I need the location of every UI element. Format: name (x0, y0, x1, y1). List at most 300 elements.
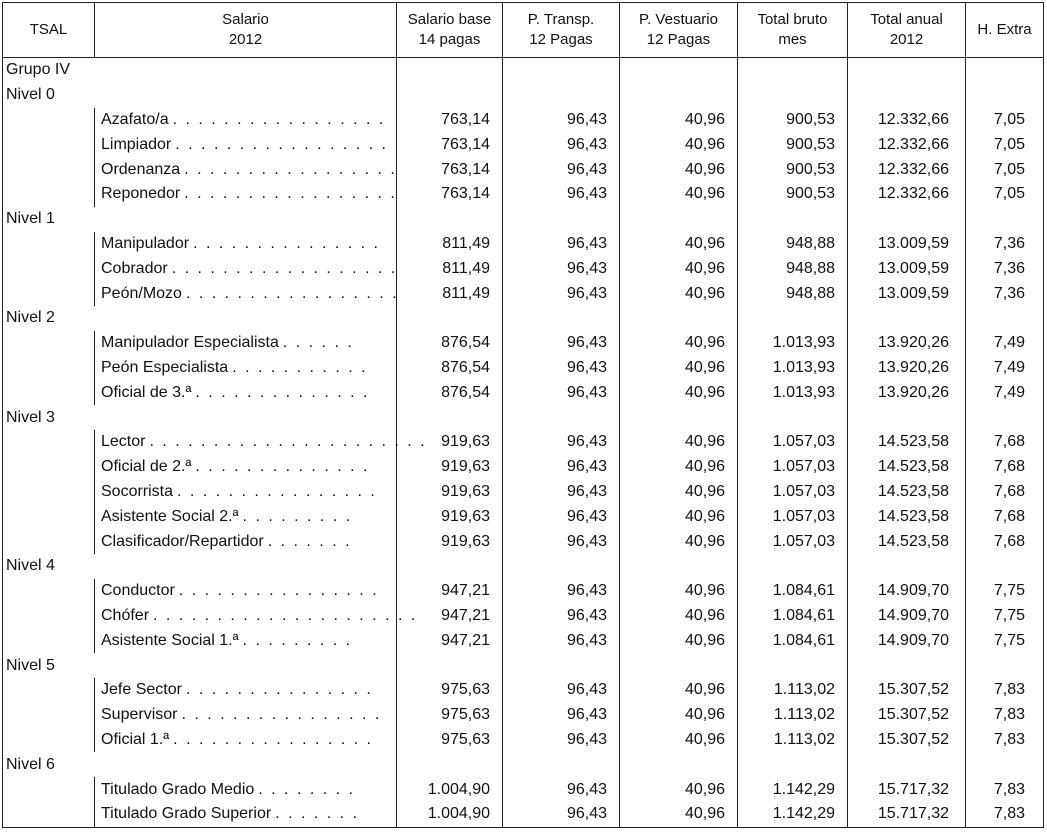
job-title: Lector (101, 433, 149, 450)
empty-cell (397, 752, 503, 777)
group-label: Grupo IV (3, 58, 95, 83)
table-row (3, 232, 1044, 257)
value-extra: 7,68 (966, 504, 1044, 529)
dot-leader: . . . . . . . . . . . . . . . . . (184, 160, 397, 178)
dot-leader: . . . . . . . . . . . . . . . . . . (171, 259, 398, 277)
value-bruto: 900,53 (738, 157, 848, 182)
empty-cell (848, 405, 966, 430)
value-base: 811,49 (397, 281, 503, 306)
job-title-cell (95, 380, 397, 405)
value-extra: 7,83 (966, 703, 1044, 728)
table-row (3, 281, 1044, 306)
value-anual: 13.009,59 (848, 232, 966, 257)
header-horas-extra: H. Extra (966, 3, 1044, 58)
value-anual: 14.523,58 (848, 480, 966, 505)
value-transp: 96,43 (503, 628, 620, 653)
job-title: Ordenanza (101, 161, 184, 178)
job-title: Socorrista (101, 483, 177, 500)
empty-cell (738, 653, 848, 678)
value-anual: 14.909,70 (848, 604, 966, 629)
value-vest: 40,96 (620, 356, 738, 381)
dot-leader: . . . . . . . . . . . . . . . . (177, 482, 377, 500)
empty-cell (738, 207, 848, 232)
job-title: Supervisor (101, 706, 181, 723)
group-row (3, 207, 1044, 232)
value-base: 763,14 (397, 157, 503, 182)
value-anual: 15.307,52 (848, 728, 966, 753)
value-vest: 40,96 (620, 132, 738, 157)
group-row (3, 554, 1044, 579)
dot-leader: . . . . . . . (267, 532, 352, 550)
value-anual: 12.332,66 (848, 108, 966, 133)
value-base: 811,49 (397, 256, 503, 281)
value-anual: 14.523,58 (848, 455, 966, 480)
job-title: Azafato/a (101, 111, 173, 128)
header-total-anual: Total anual 2012 (848, 3, 966, 58)
value-transp: 96,43 (503, 331, 620, 356)
value-extra: 7,05 (966, 132, 1044, 157)
value-base: 763,14 (397, 108, 503, 133)
value-extra: 7,05 (966, 157, 1044, 182)
value-vest: 40,96 (620, 604, 738, 629)
value-transp: 96,43 (503, 281, 620, 306)
value-transp: 96,43 (503, 802, 620, 827)
value-transp: 96,43 (503, 380, 620, 405)
empty-cell (95, 83, 397, 108)
salary-table (2, 2, 1044, 828)
header-tsal: TSAL (3, 3, 95, 58)
job-title-cell (95, 579, 397, 604)
value-extra: 7,68 (966, 480, 1044, 505)
tsal-cell (3, 455, 95, 480)
empty-cell (503, 653, 620, 678)
empty-cell (620, 554, 738, 579)
value-anual: 14.909,70 (848, 628, 966, 653)
value-extra: 7,05 (966, 182, 1044, 207)
empty-cell (848, 83, 966, 108)
group-row (3, 752, 1044, 777)
value-bruto: 1.057,03 (738, 480, 848, 505)
value-bruto: 1.084,61 (738, 604, 848, 629)
value-base: 975,63 (397, 728, 503, 753)
empty-cell (95, 752, 397, 777)
tsal-cell (3, 678, 95, 703)
empty-cell (95, 554, 397, 579)
value-bruto: 1.057,03 (738, 430, 848, 455)
value-extra: 7,36 (966, 232, 1044, 257)
value-bruto: 1.057,03 (738, 455, 848, 480)
job-title-cell (95, 182, 397, 207)
value-vest: 40,96 (620, 157, 738, 182)
value-bruto: 1.084,61 (738, 628, 848, 653)
job-title: Chófer (101, 607, 153, 624)
value-anual: 14.523,58 (848, 504, 966, 529)
value-base: 919,63 (397, 455, 503, 480)
value-base: 876,54 (397, 331, 503, 356)
job-title: Oficial 1.ª (101, 731, 173, 748)
table-body (3, 58, 1044, 828)
value-anual: 14.523,58 (848, 529, 966, 554)
empty-cell (503, 58, 620, 83)
value-bruto: 900,53 (738, 132, 848, 157)
value-vest: 40,96 (620, 281, 738, 306)
empty-cell (966, 58, 1044, 83)
dot-leader: . . . . . . . . . (242, 631, 353, 649)
value-transp: 96,43 (503, 232, 620, 257)
empty-cell (848, 306, 966, 331)
value-base: 975,63 (397, 678, 503, 703)
tsal-cell (3, 232, 95, 257)
header-salario-base: Salario base 14 pagas (397, 3, 503, 58)
job-title-cell (95, 678, 397, 703)
empty-cell (397, 554, 503, 579)
tsal-cell (3, 579, 95, 604)
empty-cell (95, 306, 397, 331)
value-anual: 12.332,66 (848, 132, 966, 157)
table-row (3, 108, 1044, 133)
value-vest: 40,96 (620, 802, 738, 827)
job-title: Jefe Sector (101, 681, 186, 698)
value-base: 1.004,90 (397, 777, 503, 802)
group-label: Nivel 2 (3, 306, 95, 331)
empty-cell (966, 306, 1044, 331)
value-bruto: 900,53 (738, 108, 848, 133)
dot-leader: . . . . . . . . . . . . . . (195, 458, 370, 476)
job-title-cell (95, 157, 397, 182)
empty-cell (738, 752, 848, 777)
empty-cell (95, 653, 397, 678)
value-vest: 40,96 (620, 108, 738, 133)
empty-cell (620, 752, 738, 777)
value-transp: 96,43 (503, 356, 620, 381)
job-title-cell (95, 628, 397, 653)
tsal-cell (3, 802, 95, 827)
header-plus-vestuario: P. Vestuario 12 Pagas (620, 3, 738, 58)
job-title-cell (95, 703, 397, 728)
group-label: Nivel 5 (3, 653, 95, 678)
value-extra: 7,49 (966, 380, 1044, 405)
job-title-cell (95, 728, 397, 753)
value-base: 763,14 (397, 132, 503, 157)
table-row (3, 380, 1044, 405)
table-row (3, 157, 1044, 182)
empty-cell (738, 554, 848, 579)
job-title: Asistente Social 1.ª (101, 632, 243, 649)
job-title-cell (95, 529, 397, 554)
value-transp: 96,43 (503, 678, 620, 703)
table-row (3, 430, 1044, 455)
empty-cell (848, 207, 966, 232)
value-bruto: 1.057,03 (738, 529, 848, 554)
value-anual: 14.909,70 (848, 579, 966, 604)
empty-cell (503, 207, 620, 232)
empty-cell (503, 752, 620, 777)
value-bruto: 1.142,29 (738, 777, 848, 802)
job-title: Conductor (101, 582, 179, 599)
value-vest: 40,96 (620, 380, 738, 405)
value-vest: 40,96 (620, 529, 738, 554)
table-header (3, 3, 1044, 58)
value-bruto: 1.142,29 (738, 802, 848, 827)
empty-cell (397, 306, 503, 331)
tsal-cell (3, 380, 95, 405)
job-title-cell (95, 480, 397, 505)
table-row (3, 728, 1044, 753)
group-label: Nivel 6 (3, 752, 95, 777)
job-title: Cobrador (101, 260, 172, 277)
group-row (3, 653, 1044, 678)
value-bruto: 1.084,61 (738, 579, 848, 604)
group-row (3, 306, 1044, 331)
value-vest: 40,96 (620, 504, 738, 529)
tsal-cell (3, 132, 95, 157)
table-row (3, 455, 1044, 480)
dot-leader: . . . . . . . . . . . . . . . . (173, 730, 373, 748)
empty-cell (848, 752, 966, 777)
value-bruto: 1.113,02 (738, 728, 848, 753)
value-anual: 13.009,59 (848, 256, 966, 281)
empty-cell (503, 554, 620, 579)
tsal-cell (3, 604, 95, 629)
job-title-cell (95, 777, 397, 802)
value-vest: 40,96 (620, 703, 738, 728)
job-title-cell (95, 604, 418, 629)
value-extra: 7,36 (966, 281, 1044, 306)
value-extra: 7,75 (966, 604, 1044, 629)
group-row (3, 58, 1044, 83)
tsal-cell (3, 777, 95, 802)
dot-leader: . . . . . . . . . . . . . . . (185, 681, 373, 699)
value-bruto: 1.113,02 (738, 703, 848, 728)
tsal-cell (3, 281, 95, 306)
value-transp: 96,43 (503, 480, 620, 505)
value-vest: 40,96 (620, 777, 738, 802)
value-transp: 96,43 (503, 504, 620, 529)
empty-cell (397, 653, 503, 678)
value-extra: 7,83 (966, 802, 1044, 827)
job-title: Titulado Grado Medio (101, 781, 258, 798)
job-title: Peón/Mozo (101, 285, 186, 302)
empty-cell (95, 405, 397, 430)
dot-leader: . . . . . . . . . . . . . . . . (178, 582, 379, 600)
value-extra: 7,75 (966, 628, 1044, 653)
empty-cell (738, 58, 848, 83)
table-row (3, 480, 1044, 505)
value-transp: 96,43 (503, 455, 620, 480)
value-transp: 96,43 (503, 703, 620, 728)
tsal-cell (3, 157, 95, 182)
group-row (3, 83, 1044, 108)
value-extra: 7,83 (966, 777, 1044, 802)
value-anual: 13.009,59 (848, 281, 966, 306)
value-transp: 96,43 (503, 529, 620, 554)
job-title-cell (95, 108, 397, 133)
header-row (3, 3, 1044, 58)
value-transp: 96,43 (503, 182, 620, 207)
empty-cell (397, 207, 503, 232)
tsal-cell (3, 108, 95, 133)
table-row (3, 331, 1044, 356)
empty-cell (620, 653, 738, 678)
value-bruto: 948,88 (738, 281, 848, 306)
value-vest: 40,96 (620, 331, 738, 356)
value-bruto: 1.057,03 (738, 504, 848, 529)
empty-cell (503, 306, 620, 331)
value-transp: 96,43 (503, 604, 620, 629)
empty-cell (503, 405, 620, 430)
value-anual: 12.332,66 (848, 182, 966, 207)
group-label: Nivel 3 (3, 405, 95, 430)
job-title-cell (95, 331, 397, 356)
empty-cell (503, 83, 620, 108)
value-extra: 7,75 (966, 579, 1044, 604)
value-anual: 13.920,26 (848, 331, 966, 356)
value-transp: 96,43 (503, 108, 620, 133)
tsal-cell (3, 529, 95, 554)
empty-cell (738, 83, 848, 108)
empty-cell (966, 83, 1044, 108)
value-extra: 7,05 (966, 108, 1044, 133)
value-base: 947,21 (397, 604, 503, 629)
value-anual: 15.717,32 (848, 777, 966, 802)
table-row (3, 132, 1044, 157)
job-title-cell (95, 132, 397, 157)
tsal-cell (3, 356, 95, 381)
value-transp: 96,43 (503, 132, 620, 157)
value-anual: 12.332,66 (848, 157, 966, 182)
dot-leader: . . . . . . . . . . . . . . (195, 383, 370, 401)
value-base: 947,21 (397, 579, 503, 604)
job-title: Clasificador/Repartidor (101, 533, 268, 550)
tsal-cell (3, 430, 95, 455)
job-title-cell (95, 356, 397, 381)
value-bruto: 948,88 (738, 232, 848, 257)
job-title: Reponedor (101, 185, 184, 202)
table-row (3, 504, 1044, 529)
job-title-cell (95, 802, 397, 827)
value-base: 919,63 (397, 480, 503, 505)
value-extra: 7,36 (966, 256, 1044, 281)
empty-cell (397, 58, 503, 83)
dot-leader: . . . . . . . . . . . . . . . . . (185, 284, 399, 302)
empty-cell (966, 653, 1044, 678)
value-vest: 40,96 (620, 678, 738, 703)
table-row (3, 802, 1044, 827)
job-title-cell (95, 256, 397, 281)
value-vest: 40,96 (620, 728, 738, 753)
value-extra: 7,68 (966, 430, 1044, 455)
value-anual: 14.523,58 (848, 430, 966, 455)
value-base: 876,54 (397, 356, 503, 381)
value-transp: 96,43 (503, 728, 620, 753)
value-bruto: 1.013,93 (738, 380, 848, 405)
empty-cell (738, 306, 848, 331)
value-vest: 40,96 (620, 579, 738, 604)
value-base: 763,14 (397, 182, 503, 207)
value-bruto: 1.013,93 (738, 331, 848, 356)
empty-cell (848, 58, 966, 83)
tsal-cell (3, 504, 95, 529)
job-title-cell (95, 430, 427, 455)
dot-leader: . . . . . . (282, 334, 354, 352)
header-total-bruto: Total bruto mes (738, 3, 848, 58)
empty-cell (620, 207, 738, 232)
value-bruto: 1.013,93 (738, 356, 848, 381)
table-row (3, 777, 1044, 802)
tsal-cell (3, 256, 95, 281)
value-base: 947,21 (397, 628, 503, 653)
job-title-cell (95, 281, 397, 306)
value-transp: 96,43 (503, 157, 620, 182)
value-base: 919,63 (397, 529, 503, 554)
value-base: 975,63 (397, 703, 503, 728)
job-title: Oficial de 3.ª (101, 384, 195, 401)
value-transp: 96,43 (503, 256, 620, 281)
value-anual: 15.307,52 (848, 703, 966, 728)
empty-cell (620, 306, 738, 331)
empty-cell (620, 58, 738, 83)
job-title-cell (95, 232, 397, 257)
value-extra: 7,83 (966, 678, 1044, 703)
job-title: Asistente Social 2.ª (101, 508, 243, 525)
table-row (3, 604, 1044, 629)
dot-leader: . . . . . . . . . (242, 507, 353, 525)
value-transp: 96,43 (503, 579, 620, 604)
empty-cell (620, 83, 738, 108)
empty-cell (738, 405, 848, 430)
tsal-cell (3, 331, 95, 356)
value-base: 919,63 (397, 504, 503, 529)
table-row (3, 703, 1044, 728)
job-title: Peón Especialista (101, 359, 232, 376)
value-bruto: 900,53 (738, 182, 848, 207)
value-bruto: 948,88 (738, 256, 848, 281)
value-anual: 13.920,26 (848, 356, 966, 381)
dot-leader: . . . . . . . . . . . . . . . . . . . . . . (149, 433, 427, 451)
tsal-cell (3, 182, 95, 207)
job-title: Titulado Grado Superior (101, 805, 275, 822)
header-plus-transporte: P. Transp. 12 Pagas (503, 3, 620, 58)
empty-cell (95, 58, 397, 83)
group-label: Nivel 0 (3, 83, 95, 108)
value-vest: 40,96 (620, 430, 738, 455)
job-title: Manipulador Especialista (101, 334, 283, 351)
dot-leader: . . . . . . . . . . . . . . . (193, 234, 380, 252)
value-extra: 7,49 (966, 331, 1044, 356)
value-vest: 40,96 (620, 480, 738, 505)
tsal-cell (3, 480, 95, 505)
value-bruto: 1.113,02 (738, 678, 848, 703)
empty-cell (966, 207, 1044, 232)
job-title-cell (95, 455, 397, 480)
dot-leader: . . . . . . . . . . . . . . . . . (172, 110, 386, 128)
value-anual: 13.920,26 (848, 380, 966, 405)
value-anual: 15.717,32 (848, 802, 966, 827)
value-extra: 7,68 (966, 455, 1044, 480)
table-row (3, 678, 1044, 703)
dot-leader: . . . . . . . . . . . . . . . . . (184, 185, 397, 203)
value-vest: 40,96 (620, 628, 738, 653)
group-label: Nivel 4 (3, 554, 95, 579)
dot-leader: . . . . . . . . . . . . . . . . . . . . . (153, 606, 418, 624)
job-title-cell (95, 504, 397, 529)
value-base: 876,54 (397, 380, 503, 405)
tsal-cell (3, 703, 95, 728)
empty-cell (95, 207, 397, 232)
job-title: Limpiador (101, 136, 175, 153)
job-title: Manipulador (101, 235, 193, 252)
dot-leader: . . . . . . . (275, 805, 359, 823)
